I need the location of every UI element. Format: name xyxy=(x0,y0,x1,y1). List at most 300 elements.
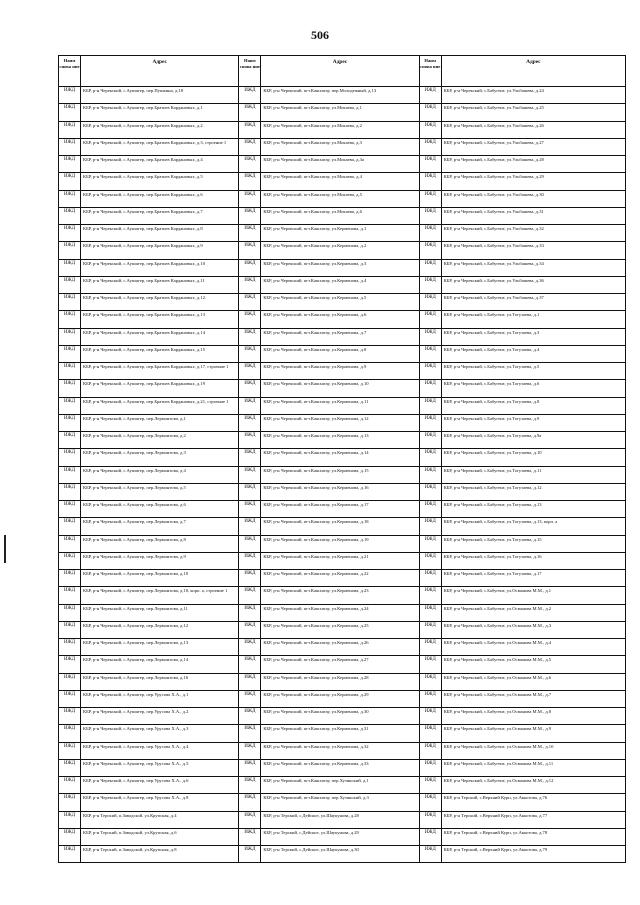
cell-object-type: ИЖД xyxy=(420,743,442,759)
table-row xyxy=(59,518,238,535)
cell-address: КБР, р-н Черекский, пгт.Кашхатау, ул.Керменова, д.25 xyxy=(263,622,369,628)
cell-address: КБР, р-н Черекский, с.Бабугент, ул.Ульбашева, д.29 xyxy=(443,174,544,180)
cell-object-type: ИЖД xyxy=(420,87,442,103)
cell-object-type: ИЖД xyxy=(239,553,261,569)
table-row xyxy=(59,432,238,449)
cell-address: КБР, р-н Черекский, с.Бабугент, ул.Тогузаева, д.8 xyxy=(443,398,540,404)
table-body xyxy=(239,87,418,862)
table-row xyxy=(239,277,418,294)
table-row xyxy=(420,208,625,225)
cell-object-type: ИЖД xyxy=(420,415,442,431)
cell-address: КБР, р-н Черекский, пгт.Кашхатау, ул.Керменова, д.16 xyxy=(263,484,369,490)
page-number: 506 xyxy=(311,28,329,42)
cell-address: КБР, р-н Черекский, с.Аушигер, пер.Лермонтова, д.7 xyxy=(83,519,186,525)
table-body xyxy=(59,87,238,862)
cell-object-type: ИЖД xyxy=(59,760,81,776)
cell-object-type: ИЖД xyxy=(239,691,261,707)
table-row xyxy=(239,398,418,415)
cell-address: КБР, р-н Черекский, с.Аушигер, пер.Братьев Кардановых, д.19 xyxy=(83,381,205,387)
cell-object-type: ИЖД xyxy=(420,639,442,655)
cell-object-type: ИЖД xyxy=(239,242,261,258)
cell-address: КБР, р-н Черекский, пгт.Кашхатау, ул.Керменова, д.33 xyxy=(263,760,369,766)
cell-address: КБР, р-н Черекский, пгт.Кашхатау, ул.Мокаева, д.4 xyxy=(263,174,362,180)
cell-object-type: ИЖД xyxy=(59,639,81,655)
cell-object-type: ИЖД xyxy=(420,501,442,517)
cell-address: КБР, р-н Черекский, с.Аушигер, пер.Урусова Х.А., д.2 xyxy=(83,709,189,714)
table-row xyxy=(59,708,238,725)
table-row xyxy=(420,553,625,570)
cell-object-type: ИЖД xyxy=(59,518,81,534)
scan-artifact xyxy=(4,535,6,563)
cell-object-type: ИЖД xyxy=(420,449,442,465)
table-row xyxy=(239,708,418,725)
table-row xyxy=(59,691,238,708)
table-row xyxy=(239,432,418,449)
cell-object-type: ИЖД xyxy=(420,311,442,327)
table-row xyxy=(420,294,625,311)
cell-address: КБР, р-н Черекский, пгт.Кашхатау, ул.Керменова, д.11 xyxy=(263,398,369,404)
cell-object-type: ИЖД xyxy=(420,122,442,138)
cell-object-type: ИЖД xyxy=(420,398,442,414)
cell-address: КБР, р-н Черекский, с.Аушигер, пер.Лермонтова, д.16 xyxy=(83,674,189,680)
cell-address: КБР, р-н Черекский, с.Аушигер, пер.Братьев Кардановых, д.1 xyxy=(83,105,203,111)
table-row xyxy=(59,656,238,673)
cell-object-type: ИЖД xyxy=(59,225,81,241)
table-row xyxy=(420,432,625,449)
cell-object-type: ИЖД xyxy=(59,846,81,862)
cell-object-type: ИЖД xyxy=(420,725,442,741)
table-row xyxy=(420,398,625,415)
cell-object-type: ИЖД xyxy=(239,812,261,828)
cell-object-type: ИЖД xyxy=(420,467,442,483)
cell-address: КБР, р-н Черекский, пгт.Кашхатау, ул.Керменова, д.10 xyxy=(263,381,369,387)
cell-object-type: ИЖД xyxy=(239,829,261,845)
table-row xyxy=(59,329,238,346)
cell-address: КБР, р-н Черекский, пгт.Кашхатау, ул.Керменова, д.13 xyxy=(263,433,369,438)
cell-object-type: ИЖД xyxy=(420,156,442,172)
cell-address: КБР, р-н Черекский, с.Аушигер, пер.Урусова Х.А., д.3 xyxy=(83,726,189,732)
cell-object-type: ИЖД xyxy=(59,501,81,517)
table-row xyxy=(420,329,625,346)
cell-object-type: ИЖД xyxy=(239,760,261,776)
table-row xyxy=(420,605,625,622)
cell-address: КБР, р-н Черекский, пгт.Кашхатау, ул.Керменова, д.31 xyxy=(263,726,369,732)
table-row xyxy=(59,725,238,742)
cell-address: КБР, р-н Черекский, с.Аушигер, пер.Братьев Кардановых, д.2 xyxy=(83,122,203,128)
cell-address: КБР, р-н Черекский, с.Аушигер, пер.Лермонтова, д.14 xyxy=(83,657,189,663)
cell-address: КБР, р-н Черекский, с.Аушигер, пер.Лермонтова, д.3 xyxy=(83,450,186,456)
cell-address: КБР, р-н Черекский, с.Аушигер, пер.Лермонтова, д.10 xyxy=(83,571,189,576)
cell-object-type: ИЖД xyxy=(59,605,81,621)
table-row xyxy=(59,122,238,139)
table-row xyxy=(420,484,625,501)
cell-address: КБР, р-н Черекский, с.Аушигер, пер.Лермонтова, д.6 xyxy=(83,502,186,507)
cell-address: КБР, р-н Черекский, пгт.Кашхатау, ул.Мокаева, д.1 xyxy=(263,105,362,111)
cell-object-type: ИЖД xyxy=(420,656,442,672)
cell-address: КБР, р-н Черекский, с.Аушигер, пер.Братьев Кардановых, д.9 xyxy=(83,243,203,249)
cell-object-type: ИЖД xyxy=(239,173,261,189)
cell-address: КБР, р-н Черекский, с.Бабугент, ул.Тогузаева, д.17 xyxy=(443,571,542,576)
cell-object-type: ИЖД xyxy=(239,156,261,172)
cell-address: КБР, р-н Черекский, пгт.Кашхатау, ул.Керменова, д.17 xyxy=(263,502,369,507)
cell-address: КБР, р-н Черекский, пгт.Кашхатау, ул.Керменова, д.24 xyxy=(263,605,369,611)
table-row xyxy=(420,415,625,432)
cell-address: КБР, р-н Черекский, с.Аушигер, пер.Лермонтова, д.10, корп. а, строение 1 xyxy=(83,588,228,594)
table-row xyxy=(59,777,238,794)
cell-address: КБР, р-н Черекский, пгт.Кашхатау, ул.Керменова, д.19 xyxy=(263,536,369,542)
cell-object-type: ИЖД xyxy=(420,277,442,293)
table-row xyxy=(239,122,418,139)
table-row xyxy=(420,829,625,846)
table-row xyxy=(420,639,625,656)
cell-object-type: ИЖД xyxy=(59,812,81,828)
table-row xyxy=(420,363,625,380)
table-row xyxy=(420,122,625,139)
cell-object-type: ИЖД xyxy=(239,656,261,672)
cell-object-type: ИЖД xyxy=(59,242,81,258)
cell-address: КБР, р-н Черекский, с.Бабугент, ул.Ульбашева, д.31 xyxy=(443,208,544,214)
cell-object-type: ИЖД xyxy=(239,536,261,552)
cell-object-type: ИЖД xyxy=(239,139,261,155)
cell-object-type: ИЖД xyxy=(239,743,261,759)
table-row xyxy=(239,294,418,311)
table-row xyxy=(239,674,418,691)
table-row xyxy=(59,380,238,397)
table-row xyxy=(59,501,238,518)
table-row xyxy=(420,139,625,156)
table-row xyxy=(59,743,238,760)
cell-address: КБР, р-н Черекский, с.Бабугент, ул.Ульбашева, д.26 xyxy=(443,122,544,128)
table-row xyxy=(239,380,418,397)
cell-address: КБР, р-н Черекский, пгт.Кашхатау, ул.Керменова, д.3 xyxy=(263,260,367,266)
cell-object-type: ИЖД xyxy=(420,674,442,690)
cell-object-type: ИЖД xyxy=(239,449,261,465)
cell-address: КБР, р-н Черекский, с.Аушигер, пер.Братьев Кардановых, д.5 xyxy=(83,174,203,180)
cell-address: КБР, р-н Черекский, с.Аушигер, пер.Братьев Кардановых, д.12 xyxy=(83,295,205,300)
cell-object-type: ИЖД xyxy=(239,846,261,862)
cell-address: КБР, р-н Черекский, с.Бабугент, ул.Османова М.М., д.10 xyxy=(443,743,554,749)
header-address: Адрес xyxy=(332,59,348,65)
table-row xyxy=(420,674,625,691)
table-row xyxy=(420,794,625,811)
table-row xyxy=(239,587,418,604)
table-row xyxy=(59,536,238,553)
cell-object-type: ИЖД xyxy=(420,829,442,845)
table-row xyxy=(420,156,625,173)
cell-object-type: ИЖД xyxy=(239,725,261,741)
address-table xyxy=(58,55,626,863)
cell-object-type: ИЖД xyxy=(420,518,442,534)
table-row xyxy=(239,449,418,466)
table-row xyxy=(420,760,625,777)
cell-address: КБР, р-н Черекский, с.Бабугент, ул.Османова М.М., д.4 xyxy=(443,640,552,645)
cell-address: КБР, р-н Терский, с.Верхний Курп, ул.Аккотова, д.78 xyxy=(443,829,548,835)
cell-object-type: ИЖД xyxy=(59,432,81,448)
cell-object-type: ИЖД xyxy=(420,242,442,258)
cell-address: КБР, р-н Черекский, пгт.Кашхатау, пер.Хузинский, д.3 xyxy=(263,795,369,801)
cell-address: КБР, р-н Черекский, с.Аушигер, пер.Урусова Х.А., д.5 xyxy=(83,760,189,766)
cell-object-type: ИЖД xyxy=(59,87,81,103)
table-row xyxy=(420,225,625,242)
cell-object-type: ИЖД xyxy=(239,467,261,483)
table-row xyxy=(239,794,418,811)
cell-address: КБР, р-н Черекский, пгт.Кашхатау, ул.Керменова, д.27 xyxy=(263,657,369,663)
cell-object-type: ИЖД xyxy=(239,622,261,638)
cell-object-type: ИЖД xyxy=(239,87,261,103)
cell-address: КБР, р-н Черекский, с.Аушигер, пер.Лермонтова, д.13 xyxy=(83,640,189,645)
cell-address: КБР, р-н Черекский, пгт.Кашхатау, ул.Керменова, д.7 xyxy=(263,329,367,335)
cell-address: КБР, р-н Черекский, пгт.Кашхатау, ул.Керменова, д.2 xyxy=(263,243,367,249)
table-row xyxy=(239,829,418,846)
cell-object-type: ИЖД xyxy=(239,398,261,414)
cell-object-type: ИЖД xyxy=(239,260,261,276)
cell-address: КБР, р-н Черекский, с.Бабугент, ул.Ульбашева, д.34 xyxy=(443,260,544,266)
cell-address: КБР, р-н Черекский, пгт.Кашхатау, ул.Керменова, д.5 xyxy=(263,295,367,300)
cell-object-type: ИЖД xyxy=(59,363,81,379)
cell-object-type: ИЖД xyxy=(59,829,81,845)
cell-address: КБР, р-н Черекский, с.Бабугент, ул.Тогузаева, д.5 xyxy=(443,364,540,369)
cell-object-type: ИЖД xyxy=(239,208,261,224)
table-row xyxy=(59,311,238,328)
cell-object-type: ИЖД xyxy=(239,777,261,793)
cell-object-type: ИЖД xyxy=(239,708,261,724)
cell-address: КБР, р-н Черекский, пгт.Кашхатау, пер.Хузинский, д.1 xyxy=(263,778,369,783)
cell-object-type: ИЖД xyxy=(420,225,442,241)
header-address: Адрес xyxy=(152,59,167,65)
table-header xyxy=(420,56,625,87)
cell-address: КБР, р-н Черекский, с.Аушигер, пер.Братьев Кардановых, д.21, строение 1 xyxy=(83,398,229,404)
cell-object-type: ИЖД xyxy=(420,605,442,621)
cell-address: КБР, р-н Черекский, с.Аушигер, пер.Урусова Х.А., д.1 xyxy=(83,691,189,697)
table-row xyxy=(59,346,238,363)
cell-object-type: ИЖД xyxy=(239,122,261,138)
cell-object-type: ИЖД xyxy=(420,587,442,603)
cell-object-type: ИЖД xyxy=(59,449,81,465)
table-row xyxy=(420,346,625,363)
cell-object-type: ИЖД xyxy=(420,622,442,638)
cell-object-type: ИЖД xyxy=(239,639,261,655)
cell-address: КБР, р-н Черекский, с.Бабугент, ул.Тогузаева, д.3 xyxy=(443,329,540,335)
table-row xyxy=(239,242,418,259)
cell-address: КБР, р-н Черекский, с.Аушигер, пер.Лермонтова, д.2 xyxy=(83,433,186,438)
cell-address: КБР, р-н Черекский, с.Аушигер, пер.Братьев Кардановых, д.10 xyxy=(83,260,205,266)
cell-address: КБР, р-н Черекский, с.Аушигер, пер.Лермонтова, д.4 xyxy=(83,467,186,473)
cell-address: КБР, р-н Черекский, с.Бабугент, ул.Ульбашева, д.27 xyxy=(443,139,544,145)
table-row xyxy=(59,208,238,225)
cell-object-type: ИЖД xyxy=(59,570,81,586)
table-row xyxy=(59,104,238,121)
cell-address: КБР, р-н Черекский, с.Бабугент, ул.Османова М.М., д.3 xyxy=(443,622,552,628)
table-row xyxy=(59,622,238,639)
cell-address: КБР, р-н Черекский, с.Бабугент, ул.Тогузаева, д.15 xyxy=(443,536,542,542)
cell-object-type: ИЖД xyxy=(239,501,261,517)
table-row xyxy=(420,467,625,484)
table-row xyxy=(59,587,238,604)
table-row xyxy=(420,277,625,294)
table-row xyxy=(59,484,238,501)
cell-address: КБР, р-н Черекский, с.Аушигер, пер.Братьев Кардановых, д.14 xyxy=(83,329,205,335)
cell-address: КБР, р-н Черекский, с.Бабугент, ул.Тогузаева, д.4 xyxy=(443,346,540,352)
table-row xyxy=(420,191,625,208)
cell-address: КБР, р-н Черекский, с.Бабугент, ул.Османова М.М., д.7 xyxy=(443,691,552,697)
cell-object-type: ИЖД xyxy=(239,294,261,310)
table-row xyxy=(239,743,418,760)
cell-object-type: ИЖД xyxy=(59,656,81,672)
cell-object-type: ИЖД xyxy=(59,674,81,690)
table-row xyxy=(420,691,625,708)
cell-object-type: ИЖД xyxy=(59,622,81,638)
cell-object-type: ИЖД xyxy=(59,260,81,276)
table-row xyxy=(239,346,418,363)
cell-object-type: ИЖД xyxy=(239,415,261,431)
cell-address: КБР, р-н Черекский, с.Аушигер, пер.Братьев Кардановых, д.13 xyxy=(83,312,205,318)
table-row xyxy=(239,501,418,518)
cell-object-type: ИЖД xyxy=(420,691,442,707)
table-row xyxy=(59,225,238,242)
cell-object-type: ИЖД xyxy=(420,777,442,793)
table-row xyxy=(239,777,418,794)
cell-object-type: ИЖД xyxy=(420,294,442,310)
cell-address: КБР, р-н Черекский, с.Аушигер, пер.Братьев Кардановых, д.15 xyxy=(83,346,205,352)
cell-object-type: ИЖД xyxy=(420,794,442,810)
cell-address: КБР, р-н Черекский, пгт.Кашхатау, ул.Керменова, д.8 xyxy=(263,346,367,352)
table-row xyxy=(239,622,418,639)
table-row xyxy=(239,484,418,501)
cell-object-type: ИЖД xyxy=(420,553,442,569)
table-row xyxy=(59,415,238,432)
table-row xyxy=(420,501,625,518)
cell-object-type: ИЖД xyxy=(239,484,261,500)
cell-object-type: ИЖД xyxy=(239,363,261,379)
table-row xyxy=(420,311,625,328)
table-row xyxy=(59,242,238,259)
table-row xyxy=(59,829,238,846)
cell-address: КБР, р-н Черекский, пгт.Кашхатау, ул.Керменова, д.15 xyxy=(263,467,369,473)
cell-object-type: ИЖД xyxy=(239,794,261,810)
cell-address: КБР, р-н Черекский, с.Бабугент, ул.Тогузаева, д.12 xyxy=(443,484,542,490)
cell-address: КБР, р-н Черекский, с.Аушигер, пер.Пушкина, д.18 xyxy=(83,88,184,93)
cell-address: КБР, р-н Терский, п.Заводской, ул.Крупская, д.4 xyxy=(83,812,177,818)
cell-address: КБР, р-н Черекский, с.Бабугент, ул.Османова М.М., д.9 xyxy=(443,726,552,732)
cell-object-type: ИЖД xyxy=(239,605,261,621)
cell-address: КБР, р-н Черекский, пгт.Кашхатау, ул.Мокаева, д.2 xyxy=(263,122,362,128)
table-row xyxy=(239,518,418,535)
cell-address: КБР, р-н Черекский, с.Аушигер, пер.Братьев Кардановых, д.4 xyxy=(83,157,203,162)
table-row xyxy=(59,294,238,311)
cell-object-type: ИЖД xyxy=(239,104,261,120)
table-row xyxy=(59,846,238,862)
cell-address: КБР, р-н Черекский, с.Аушигер, пер.Лермонтова, д.5 xyxy=(83,484,186,490)
cell-address: КБР, р-н Черекский, с.Бабугент, ул.Тогузаева, д.9а xyxy=(443,433,542,438)
table-row xyxy=(420,725,625,742)
cell-address: КБР, р-н Черекский, с.Бабугент, ул.Ульбашева, д.33 xyxy=(443,243,544,249)
cell-object-type: ИЖД xyxy=(420,708,442,724)
cell-object-type: ИЖД xyxy=(420,536,442,552)
cell-address: КБР, р-н Черекский, с.Аушигер, пер.Братьев Кардановых, д.11 xyxy=(83,277,205,283)
cell-address: КБР, р-н Черекский, с.Бабугент, ул.Тогузаева, д.16 xyxy=(443,553,542,559)
cell-address: КБР, р-н Терский, с.Верхний Курп, ул.Аккотова, д.76 xyxy=(443,795,548,801)
cell-object-type: ИЖД xyxy=(59,277,81,293)
cell-address: КБР, р-н Черекский, пгт.Кашхатау, ул.Мокаева, д.3 xyxy=(263,139,362,145)
cell-object-type: ИЖД xyxy=(59,777,81,793)
table-row xyxy=(59,87,238,104)
cell-address: КБР, р-н Черекский, пгт.Кашхатау, ул.Керменова, д.6 xyxy=(263,312,367,318)
cell-object-type: ИЖД xyxy=(239,587,261,603)
table-row xyxy=(239,329,418,346)
cell-address: КБР, р-н Черекский, с.Бабугент, ул.Ульбашева, д.36 xyxy=(443,277,544,283)
cell-object-type: ИЖД xyxy=(59,708,81,724)
cell-object-type: ИЖД xyxy=(59,398,81,414)
cell-object-type: ИЖД xyxy=(239,518,261,534)
cell-object-type: ИЖД xyxy=(239,570,261,586)
header-type: Наим снова ние xyxy=(59,56,81,86)
cell-object-type: ИЖД xyxy=(420,346,442,362)
cell-object-type: ИЖД xyxy=(239,311,261,327)
table-row xyxy=(239,467,418,484)
cell-object-type: ИЖД xyxy=(239,225,261,241)
cell-address: КБР, р-н Черекский, с.Бабугент, ул.Ульбашева, д.25 xyxy=(443,105,544,111)
cell-address: КБР, р-н Черекский, пгт.Кашхатау, ул.Керменова, д.12 xyxy=(263,415,369,421)
cell-address: КБР, р-н Черекский, с.Бабугент, ул.Тогузаева, д.10 xyxy=(443,450,542,456)
cell-address: КБР, р-н Черекский, пгт.Кашхатау, ул.Керменова, д.22 xyxy=(263,571,369,576)
cell-object-type: ИЖД xyxy=(420,139,442,155)
table-row xyxy=(420,260,625,277)
cell-address: КБР, р-н Черекский, с.Бабугент, ул.Османова М.М., д.11 xyxy=(443,760,554,766)
table-body xyxy=(420,87,625,862)
table-row xyxy=(59,277,238,294)
table-row xyxy=(239,639,418,656)
cell-object-type: ИЖД xyxy=(239,346,261,362)
table-row xyxy=(239,415,418,432)
cell-address: КБР, р-н Черекский, с.Аушигер, пер.Урусова Х.А., д.6 xyxy=(83,778,189,783)
cell-address: КБР, р-н Черекский, пгт.Кашхатау, ул.Мокаева, д.3а xyxy=(263,157,364,162)
cell-address: КБР, р-н Черекский, с.Бабугент, ул.Ульбашева, д.24 xyxy=(443,88,544,93)
table-row xyxy=(420,708,625,725)
cell-object-type: ИЖД xyxy=(420,104,442,120)
cell-object-type: ИЖД xyxy=(59,208,81,224)
table-row xyxy=(239,225,418,242)
table-header xyxy=(59,56,238,87)
table-row xyxy=(59,605,238,622)
cell-address: КБР, р-н Черекский, с.Бабугент, ул.Ульбашева, д.30 xyxy=(443,191,544,197)
cell-object-type: ИЖД xyxy=(59,311,81,327)
table-row xyxy=(420,242,625,259)
cell-address: КБР, р-н Черекский, с.Аушигер, пер.Лермонтова, д.1 xyxy=(83,415,186,421)
cell-address: КБР, р-н Черекский, пгт.Кашхатау, ул.Мокаева, д.5 xyxy=(263,191,362,197)
table-row xyxy=(59,449,238,466)
table-column-2 xyxy=(239,56,419,862)
cell-address: КБР, р-н Черекский, пгт.Кашхатау, ул.Керменова, д.4 xyxy=(263,277,367,283)
table-row xyxy=(239,553,418,570)
cell-address: КБР, р-н Черекский, пгт.Кашхатау, ул.Керменова, д.14 xyxy=(263,450,369,456)
cell-address: КБР, р-н Терский, с.Верхний Курп, ул.Аккотова, д.79 xyxy=(443,847,548,852)
cell-address: КБР, р-н Черекский, с.Аушигер, пер.Братьев Кардановых, д.8 xyxy=(83,226,203,231)
cell-address: КБР, р-н Черекский, с.Аушигер, пер.Братьев Кардановых, д.6 xyxy=(83,191,203,197)
cell-object-type: ИЖД xyxy=(420,846,442,862)
cell-address: КБР, р-н Черекский, с.Аушигер, пер.Лермонтова, д.8 xyxy=(83,536,186,542)
cell-object-type: ИЖД xyxy=(59,139,81,155)
cell-address: КБР, р-н Черекский, с.Аушигер, пер.Урусова Х.А., д.4 xyxy=(83,743,189,749)
cell-object-type: ИЖД xyxy=(239,380,261,396)
cell-address: КБР, р-н Черекский, с.Бабугент, ул.Османова М.М., д.6 xyxy=(443,674,552,680)
table-row xyxy=(59,467,238,484)
cell-address: КБР, р-н Черекский, с.Бабугент, ул.Тогузаева, д.9 xyxy=(443,415,540,421)
cell-address: КБР, р-н Черекский, с.Бабугент, ул.Тогузаева, д.13 xyxy=(443,502,542,507)
table-row xyxy=(420,846,625,862)
table-row xyxy=(239,570,418,587)
cell-address: КБР, р-н Черекский, с.Бабугент, ул.Тогузаева, д.6 xyxy=(443,381,540,387)
cell-address: КБР, р-н Черекский, с.Бабугент, ул.Тогузаева, д.11 xyxy=(443,467,542,473)
